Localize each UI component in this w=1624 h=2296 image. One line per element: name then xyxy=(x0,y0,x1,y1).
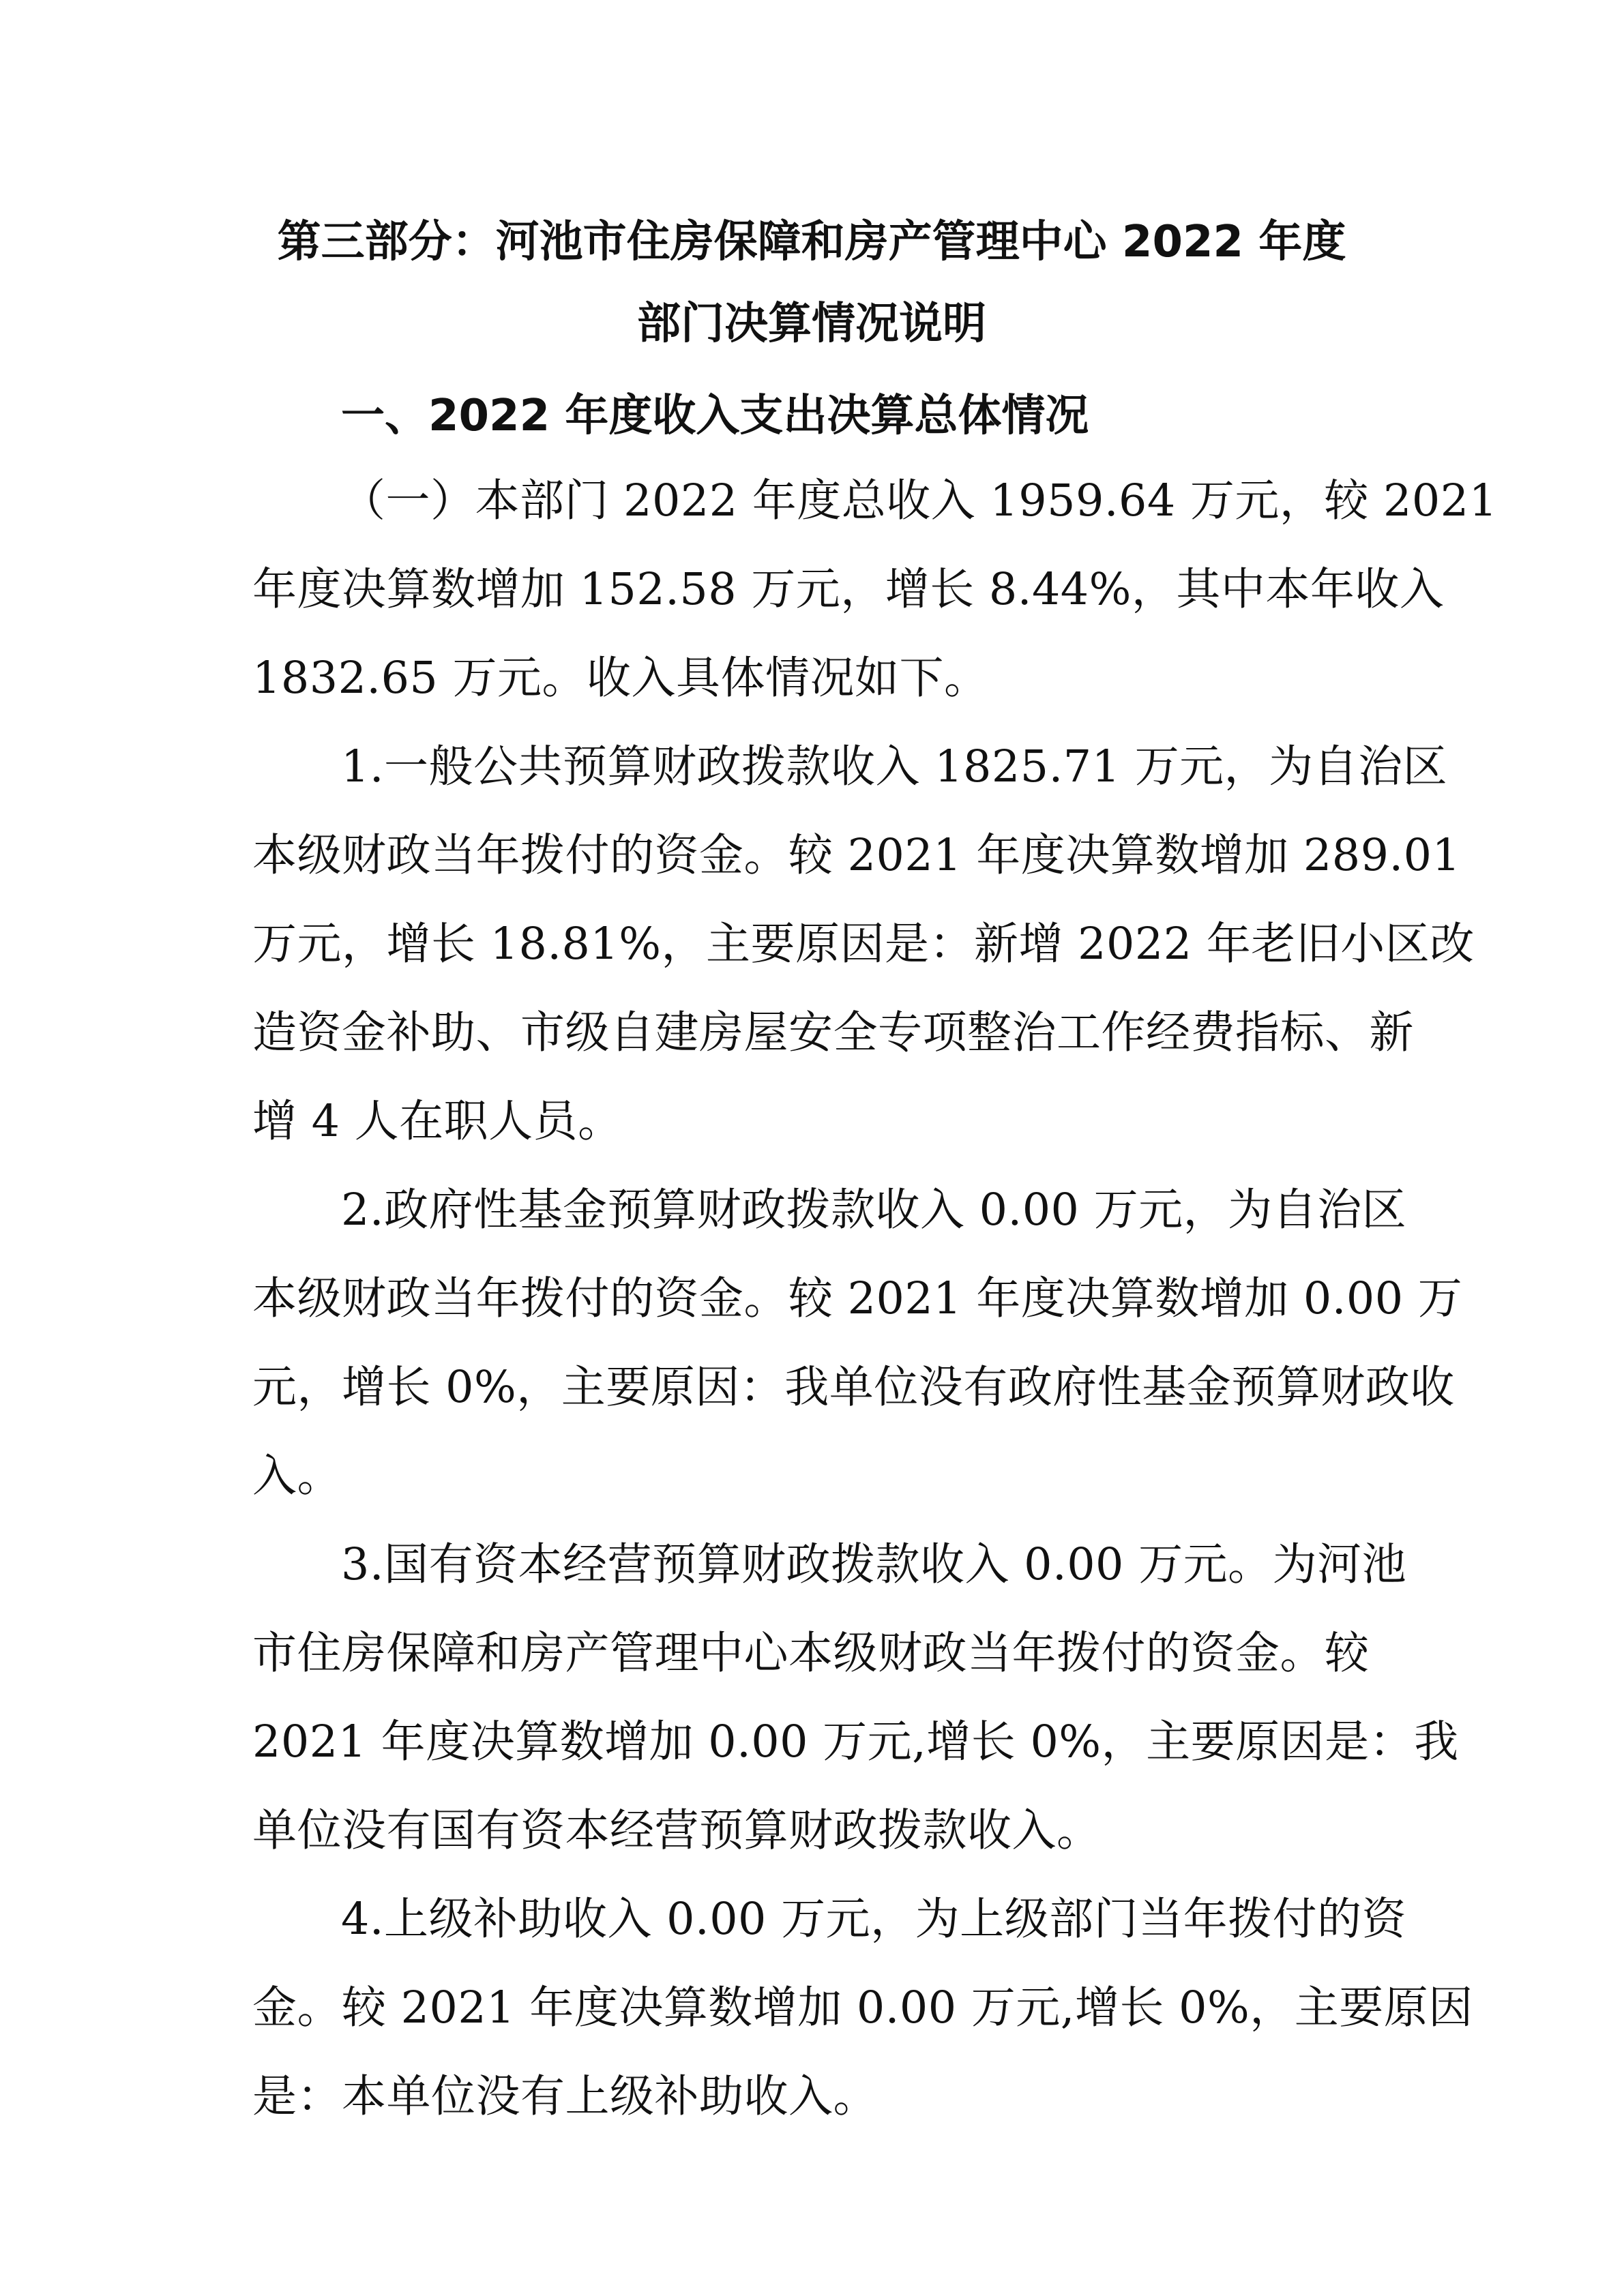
paragraph-2-line-4: 造资金补助、市级自建房屋安全专项整治工作经费指标、新 xyxy=(252,1007,1415,1058)
document-title-line-2: 部门决算情况说明 xyxy=(637,299,986,349)
document-title-line-1: 第三部分：河池市住房保障和房产管理中心 2022 年度 xyxy=(277,217,1346,267)
paragraph-5-line-2: 金。较 2021 年度决算数增加 0.00 万元,增长 0%，主要原因 xyxy=(252,1982,1473,2033)
paragraph-4-line-1: 3.国有资本经营预算财政拨款收入 0.00 万元。为河池 xyxy=(341,1539,1407,1590)
paragraph-3-line-3: 元，增长 0%，主要原因：我单位没有政府性基金预算财政收 xyxy=(252,1362,1455,1413)
paragraph-5-line-3: 是：本单位没有上级补助收入。 xyxy=(252,2071,879,2122)
paragraph-1-line-1: （一）本部门 2022 年度总收入 1959.64 万元，较 2021 xyxy=(341,475,1498,526)
paragraph-2-line-1: 1.一般公共预算财政拨款收入 1825.71 万元，为自治区 xyxy=(341,741,1448,792)
paragraph-2-line-2: 本级财政当年拨付的资金。较 2021 年度决算数增加 289.01 xyxy=(252,830,1461,881)
paragraph-4-line-4: 单位没有国有资本经营预算财政拨款收入。 xyxy=(252,1805,1102,1856)
paragraph-3-line-2: 本级财政当年拨付的资金。较 2021 年度决算数增加 0.00 万 xyxy=(252,1273,1463,1324)
paragraph-1-line-3: 1832.65 万元。收入具体情况如下。 xyxy=(252,653,989,704)
paragraph-3-line-1: 2.政府性基金预算财政拨款收入 0.00 万元，为自治区 xyxy=(341,1184,1407,1236)
section-heading: 一、2022 年度收入支出决算总体情况 xyxy=(341,391,1089,441)
paragraph-2-line-3: 万元，增长 18.81%，主要原因是：新增 2022 年老旧小区改 xyxy=(252,919,1475,970)
paragraph-4-line-2: 市住房保障和房产管理中心本级财政当年拨付的资金。较 xyxy=(252,1628,1370,1679)
paragraph-1-line-2: 年度决算数增加 152.58 万元，增长 8.44%，其中本年收入 xyxy=(252,564,1445,615)
paragraph-4-line-3: 2021 年度决算数增加 0.00 万元,增长 0%，主要原因是：我 xyxy=(252,1716,1459,1768)
paragraph-5-line-1: 4.上级补助收入 0.00 万元，为上级部门当年拨付的资 xyxy=(341,1894,1407,1945)
paragraph-3-line-4: 入。 xyxy=(252,1450,342,1502)
paragraph-2-line-5: 增 4 人在职人员。 xyxy=(252,1096,623,1147)
